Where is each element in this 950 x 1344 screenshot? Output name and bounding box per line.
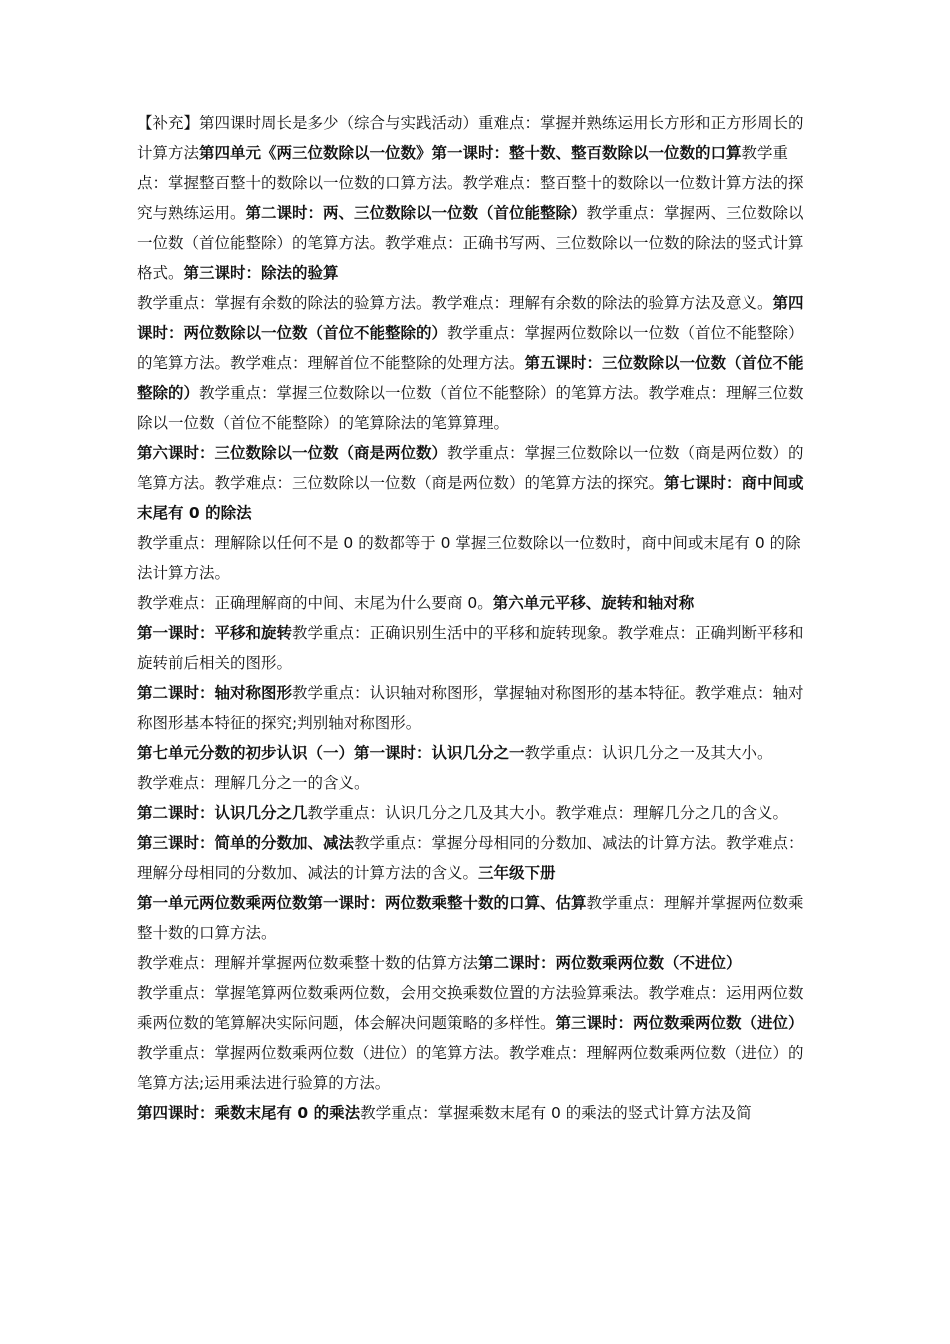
text-paragraph <box>137 948 813 978</box>
body-text: 教学重点：掌握分母相同的分数加、减法的计算方法。教学难点：理解分母相同的分数加、减法的计算方法的含义。 <box>137 834 804 882</box>
text-paragraph <box>137 678 813 738</box>
body-text: 教学重点：认识几分之几及其大小。教学难点：理解几分之几的含义。 <box>307 804 789 822</box>
text-paragraph <box>137 1038 813 1098</box>
heading-text: 第三课时：除法的验算 <box>183 264 339 282</box>
text-paragraph <box>137 978 813 1038</box>
heading-text: 第二课时：轴对称图形 <box>137 684 293 702</box>
body-text: 教学重点：掌握两位数除以一位数（首位不能整除）的笔算方法。教学难点：理解首位不能整除的处理方法。 <box>137 324 804 372</box>
text-paragraph <box>137 828 813 888</box>
text-paragraph <box>137 438 813 528</box>
body-text: 教学重点：正确识别生活中的平移和旋转现象。教学难点：正确判断平移和旋转前后相关的图形。 <box>137 624 804 672</box>
heading-text: 第七课时：商中间或末尾有 0 的除法 <box>137 474 804 522</box>
text-paragraph <box>137 108 813 288</box>
heading-text: 第四课时：乘数末尾有 0 的乘法 <box>137 1104 361 1122</box>
text-paragraph <box>137 738 813 768</box>
body-text: 教学难点：正确理解商的中间、末尾为什么要商 0。 <box>137 594 493 612</box>
text-paragraph <box>137 1098 813 1128</box>
text-paragraph <box>137 798 813 828</box>
heading-text: 第六单元平移、旋转和轴对称 <box>492 594 695 612</box>
body-text: 教学难点：理解几分之一的含义。 <box>137 774 370 792</box>
body-text: 教学难点：理解并掌握两位数乘整十数的估算方法 <box>137 954 479 972</box>
body-text: 教学重点：掌握有余数的除法的验算方法。教学难点：理解有余数的除法的验算方法及意义。 <box>137 294 773 312</box>
heading-text: 第一单元两位数乘两位数第一课时：两位数乘整十数的口算、估算 <box>137 894 587 912</box>
heading-text: 第三课时：两位数乘两位数（进位） <box>555 1014 804 1032</box>
document-body <box>137 108 813 1128</box>
heading-text: 第四单元《两三位数除以一位数》第一课时：整十数、整百数除以一位数的口算 <box>199 144 742 162</box>
text-paragraph <box>137 588 813 618</box>
body-text: 教学重点：掌握两位数乘两位数（进位）的笔算方法。教学难点：理解两位数乘两位数（进位）的笔算方法;运用乘法进行验算的方法。 <box>137 1044 804 1092</box>
heading-text: 第五课时：三位数除以一位数（首位不能整除的） <box>137 354 804 402</box>
heading-text: 第四课时：两位数除以一位数（首位不能整除的） <box>137 294 804 342</box>
body-text: 教学重点：认识几分之一及其大小。 <box>524 744 773 762</box>
body-text: 教学重点：理解除以任何不是 0 的数都等于 0 掌握三位数除以一位数时，商中间或末尾有 0 的除法计算方法。 <box>137 534 801 582</box>
body-text: 教学重点：掌握两、三位数除以一位数（首位能整除）的笔算方法。教学难点：正确书写两、三位数除以一位数的除法的竖式计算格式。 <box>137 204 804 282</box>
body-text: 教学重点：掌握笔算两位数乘两位数，会用交换乘数位置的方法验算乘法。教学难点：运用两位数乘两位数的笔算解决实际问题，体会解决问题策略的多样性。 <box>137 984 804 1032</box>
heading-text: 第六课时：三位数除以一位数（商是两位数） <box>137 444 448 462</box>
body-text: 【补充】第四课时周长是多少（综合与实践活动）重难点：掌握并熟练运用长方形和正方形周长的计算方法 <box>137 114 804 162</box>
text-paragraph <box>137 768 813 798</box>
body-text: 教学重点：掌握乘数末尾有 0 的乘法的竖式计算方法及简 <box>360 1104 752 1122</box>
heading-text: 第三课时：简单的分数加、减法 <box>137 834 355 852</box>
text-paragraph <box>137 618 813 678</box>
heading-text: 第二课时：认识几分之几 <box>137 804 308 822</box>
body-text: 教学重点：掌握三位数除以一位数（商是两位数）的笔算方法。教学难点：三位数除以一位数（商是两位数）的笔算方法的探究。 <box>137 444 804 492</box>
body-text: 教学重点：理解并掌握两位数乘整十数的口算方法。 <box>137 894 804 942</box>
heading-text: 第七单元分数的初步认识（一）第一课时：认识几分之一 <box>137 744 525 762</box>
heading-text: 第一课时：平移和旋转 <box>137 624 293 642</box>
heading-text: 第二课时：两、三位数除以一位数（首位能整除） <box>245 204 587 222</box>
text-paragraph <box>137 288 813 438</box>
body-text: 教学重点：掌握三位数除以一位数（首位不能整除）的笔算方法。教学难点：理解三位数除以一位数（首位不能整除）的笔算除法的笔算算理。 <box>137 384 804 432</box>
body-text: 教学重点：掌握整百整十的数除以一位数的口算方法。教学难点：整百整十的数除以一位数计算方法的探究与熟练运用。 <box>137 144 804 222</box>
heading-text: 三年级下册 <box>478 864 556 882</box>
text-paragraph <box>137 528 813 588</box>
body-text: 教学重点：认识轴对称图形，掌握轴对称图形的基本特征。教学难点：轴对称图形基本特征的探究;判别轴对称图形。 <box>137 684 804 732</box>
text-paragraph <box>137 888 813 948</box>
heading-text: 第二课时：两位数乘两位数（不进位） <box>478 954 742 972</box>
